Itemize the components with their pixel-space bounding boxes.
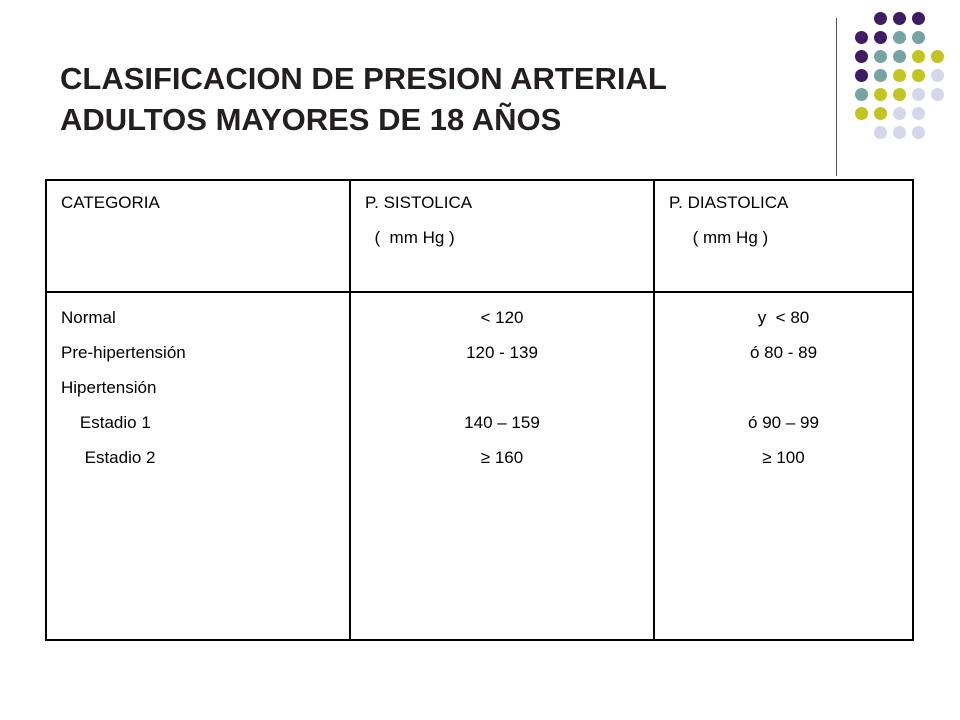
- decorative-dot: [912, 69, 925, 82]
- title-line-1: CLASIFICACION DE PRESION ARTERIAL: [60, 61, 667, 96]
- decorative-dot: [855, 31, 868, 44]
- sistolica-value: 140 – 159: [464, 413, 540, 432]
- categoria-item: Estadio 1: [61, 413, 151, 432]
- slide-title: [60, 58, 820, 140]
- decorative-dot: [874, 50, 887, 63]
- header-unit: ( mm Hg ): [365, 228, 455, 247]
- header-diastolica: [654, 180, 913, 292]
- decorative-dot: [855, 69, 868, 82]
- header-label: CATEGORIA: [61, 193, 160, 212]
- sistolica-value: ≥ 160: [480, 448, 524, 467]
- header-sistolica: [350, 180, 654, 292]
- table-header-row: [46, 180, 913, 292]
- decorative-dot: [893, 126, 906, 139]
- decorative-dot: [874, 107, 887, 120]
- decorative-dot: [912, 88, 925, 101]
- categoria-item: Hipertensión: [61, 378, 157, 397]
- categoria-cell: [46, 292, 350, 640]
- decorative-dot: [912, 31, 925, 44]
- decorative-dot: [931, 50, 944, 63]
- title-line-2: ADULTOS MAYORES DE 18 AÑOS: [60, 102, 562, 137]
- table-body-row: [46, 292, 913, 640]
- decorative-dot: [855, 107, 868, 120]
- decorative-dot: [893, 69, 906, 82]
- categoria-item: Estadio 2: [61, 448, 156, 467]
- decorative-dot: [893, 31, 906, 44]
- decorative-dot: [855, 50, 868, 63]
- diastolica-value: y < 80: [757, 308, 810, 327]
- decorative-dot: [855, 88, 868, 101]
- sistolica-cell: [350, 292, 654, 640]
- sistolica-value: < 120: [480, 308, 524, 327]
- sistolica-value: 120 - 139: [466, 343, 538, 362]
- decorative-dot: [912, 126, 925, 139]
- decorative-dot: [874, 69, 887, 82]
- diastolica-value: ó 80 - 89: [749, 343, 818, 362]
- sistolica-value: [351, 370, 653, 405]
- diastolica-value: ó 90 – 99: [748, 413, 819, 432]
- decorative-dot: [874, 12, 887, 25]
- decorative-dot: [931, 69, 944, 82]
- decorative-dot: [874, 126, 887, 139]
- diastolica-cell: [654, 292, 913, 640]
- decorative-dot-grid: [850, 12, 930, 157]
- header-unit: ( mm Hg ): [669, 228, 769, 247]
- header-label: P. DIASTOLICA: [669, 193, 789, 212]
- diastolica-value: [655, 370, 912, 405]
- decorative-dot: [931, 88, 944, 101]
- header-label: P. SISTOLICA: [365, 193, 473, 212]
- decorative-dot: [893, 50, 906, 63]
- blood-pressure-table: [45, 179, 914, 641]
- header-categoria: [46, 180, 350, 292]
- categoria-item: Normal: [61, 308, 116, 327]
- vertical-divider: [836, 18, 837, 176]
- decorative-dot: [912, 12, 925, 25]
- decorative-dot: [893, 12, 906, 25]
- decorative-dot: [874, 31, 887, 44]
- diastolica-value: ≥ 100: [762, 448, 805, 467]
- decorative-dot: [874, 88, 887, 101]
- decorative-dot: [893, 107, 906, 120]
- decorative-dot: [912, 107, 925, 120]
- categoria-item: Pre-hipertensión: [61, 343, 186, 362]
- decorative-dot: [912, 50, 925, 63]
- decorative-dot: [893, 88, 906, 101]
